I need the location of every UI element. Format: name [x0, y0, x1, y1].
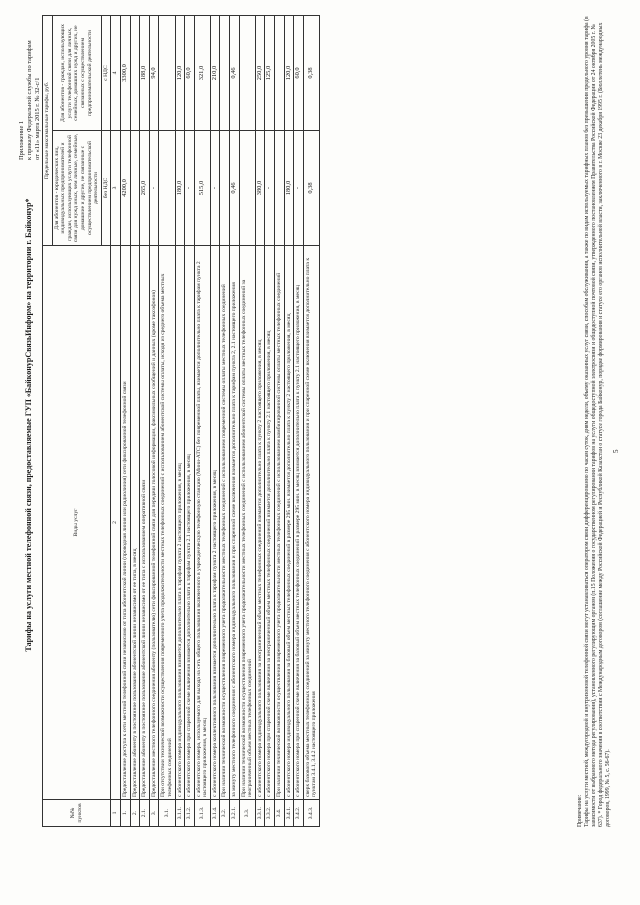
- row-service: При наличии технической возможности осуществления повременного учета продолжительности местных телефонных соединений с использованием абонентской системы оплаты местных телефонных соединений за неограниченный объем местных телефонных соединений: [239, 246, 255, 800]
- row-number: 3.1.1.: [175, 800, 185, 827]
- row-tariff-b: 188,0: [140, 16, 150, 131]
- notes: [577, 15, 612, 827]
- tariff-table-body: [120, 16, 319, 827]
- row-service: При отсутствии технической возможности осуществления повременного учета продолжительности местных телефонных соединений с использованием абонентской системы оплаты, исходя из среднего объема местных телефонных соединений: [159, 246, 175, 800]
- row-tariff-a: -: [294, 131, 304, 246]
- table-row: [284, 16, 294, 827]
- row-number: 2.1.: [140, 800, 150, 827]
- appendix-line-1: Приложение 1: [18, 120, 25, 160]
- row-tariff-b: [220, 16, 230, 131]
- row-tariff-b: 0,46: [230, 16, 240, 131]
- table-row: [294, 16, 304, 827]
- tariff-table: [42, 15, 320, 827]
- row-service: Предоставление доступа к сети местной телефонной связи независимо от типа абонентской линии (проводная линия или радиолиния) сети фиксированной телефонной связи: [120, 246, 130, 800]
- row-service: с абонентского номера при спаренной схеме включения за базовый объем местных телефонных соединений в размере 295 мин. в месяц взимается дополнительно плата к пункту 2.1 настоящего приложения, в месяц: [294, 246, 304, 800]
- row-service: с абонентского номера индивидуального пользования за неограниченный объем местных телефонных соединений взимается дополнительно плата к пункту 2 настоящего приложения, в месяц: [255, 246, 265, 800]
- row-tariff-b: 120,0: [284, 16, 294, 131]
- head-idx-2: 2: [111, 246, 121, 800]
- row-service: Предоставление абоненту в постоянное пользование абонентской линии независимо от ее типа с использованием оперативной связи: [140, 246, 150, 800]
- table-row: [230, 16, 240, 827]
- row-service: с абонентского номера, используемого для выхода на сеть общего пользования включенного в учрежденческую телефонную станцию (Мини-АТС) без повременной платы, взимается дополнительно плата к тарифам пункта 2 настоящего приложения, в месяц: [194, 246, 210, 800]
- row-tariff-a: 515,0: [194, 131, 210, 246]
- row-tariff-b: 94,0: [149, 16, 159, 131]
- row-tariff-a: [159, 131, 175, 246]
- row-number: 3.3.1.: [255, 800, 265, 827]
- row-number: 3.3.: [239, 800, 255, 827]
- row-tariff-b: 60,0: [294, 16, 304, 131]
- row-service: с абонентского номера индивидуального пользования взимается дополнительно плата к тарифам пункта 2 настоящего приложения, в месяц: [175, 246, 185, 800]
- row-tariff-b: 210,0: [210, 16, 220, 131]
- row-tariff-a: -: [185, 131, 195, 246]
- row-service: сверх базового объема местных телефонных соединений за минуту местного телефонного соединения с абонентского номера индивидуального пользования и при спаренной схеме включения взимается дополнительно плата к пунктам 3.4.1, 3.4.2 настоящего приложения: [303, 246, 319, 800]
- row-tariff-a: 0,46: [230, 131, 240, 246]
- row-service: Предоставление местного телефонного соединения абоненту (пользователю) сети фиксированной телефонной связи для передачи голосовой информации, факсимильных сообщений и данных (кроме таксофонов): [149, 246, 159, 800]
- row-tariff-a: 180,0: [175, 131, 185, 246]
- page-number: 5: [612, 449, 620, 453]
- table-row: [185, 16, 195, 827]
- row-tariff-b: 321,0: [194, 16, 210, 131]
- row-tariff-a: 0,38: [303, 131, 319, 246]
- row-number: 3.1.3.: [194, 800, 210, 827]
- table-row: [159, 16, 175, 827]
- row-service: с абонентского номера индивидуального пользования за базовый объем местных телефонных соединений в размере 295 мин. взимается дополнительно плата к пункту 2 настоящего приложения, в месяц: [284, 246, 294, 800]
- head-col-b: Для абонентов - граждан, использующих услуги телефонной связи для личных, семейных, домашних нужд и других, не связанных с осуществлением предпринимательской деятельности: [52, 16, 101, 131]
- head-idx-4: 4: [111, 16, 121, 131]
- row-service: с абонентского номера при спаренной схеме включения взимается дополнительно плата к тарифам пункта 2.1 настоящего приложения, в месяц: [185, 246, 195, 800]
- appendix-line-2: к приказу Федеральной службы по тарифам: [26, 40, 33, 160]
- row-tariff-b: 250,0: [255, 16, 265, 131]
- row-number: 3.1.4.: [210, 800, 220, 827]
- appendix-line-3: от «11» марта 2015 г. № 32-с/1: [34, 77, 41, 160]
- head-idx-1: 1: [111, 800, 121, 827]
- document-title: Тарифы на услуги местной телефонной связи, предоставляемые ГУП «БайконурСвязьИнформ» на территории г. Байконур*: [24, 198, 33, 652]
- row-tariff-b: [159, 16, 175, 131]
- row-number: 3.1.: [159, 800, 175, 827]
- row-tariff-a: -: [210, 131, 220, 246]
- row-tariff-a: [220, 131, 230, 246]
- row-number: 3.: [149, 800, 159, 827]
- row-number: 3.4.1.: [284, 800, 294, 827]
- row-service: Предоставление абоненту в постоянное пользование абонентской линии независимо от ее типа, в месяц: [130, 246, 140, 800]
- head-tariff-group: Предельные максимальные тарифы, руб.: [43, 16, 53, 246]
- row-tariff-a: 4200,0: [120, 131, 130, 246]
- table-row: [149, 16, 159, 827]
- row-service: с абонентского номера коллективного пользования взимается дополнительно плата к тарифам пункта 2 настоящего приложения, в месяц: [210, 246, 220, 800]
- row-number: 1.: [120, 800, 130, 827]
- row-tariff-b: 120,0: [175, 16, 185, 131]
- row-tariff-b: 0,38: [303, 16, 319, 131]
- head-idx-3: 3: [111, 131, 121, 246]
- row-tariff-b: [275, 16, 285, 131]
- table-row: [303, 16, 319, 827]
- row-number: 3.4.3.: [303, 800, 319, 827]
- row-tariff-b: [239, 16, 255, 131]
- table-row: [255, 16, 265, 827]
- table-row: [194, 16, 210, 827]
- row-tariff-b: 3300,0: [120, 16, 130, 131]
- notes-text: Тарифы на услуги местной, междугородной и внутризоновой телефонной связи могут устанавливаться оператором связи дифференцированно по часам суток, дням недели, объему оказанных услуг связи, способам обслуживания, а также по видам используемых тарифных планов без превышения предельного уровня тарифа (в зависимости от выбранного метода регулирования), установленного регулирующим органом (п.15 Положения о государственном регулировании тарифов на услуги общедоступной электросвязи и общедоступной почтовой связи, утвержденного постановлением Правительства Российской Федерации от 24 октября 2005 г. № 637). * Город федерального значения в соответствии с Международным договором (соглашение между Российской Федерацией и Республикой Казахстан о статусе города Байконур, порядке формирования и статусе его органов исполнительной власти, заключенного в г. Москве 23 декабря 1995 г. (Бюллетень международных договоров, 1999, № 5, с. 56-67).: [584, 16, 611, 827]
- row-number: 3.1.2.: [185, 800, 195, 827]
- table-row: [130, 16, 140, 827]
- table-row: [265, 16, 275, 827]
- row-number: 3.3.2.: [265, 800, 275, 827]
- row-tariff-b: [130, 16, 140, 131]
- head-num: №№ пунктов: [43, 800, 111, 827]
- head-unit-a: без НДС: [101, 131, 111, 246]
- table-row: [210, 16, 220, 827]
- head-col-a: Для абонентов - юридических лиц, индивидуальных предпринимателей и граждан, использующих услуги телефонной связи для нужд иных, чем личные, семейные, домашние и другие, не связанные с осуществлением предпринимательской деятельности: [52, 131, 101, 246]
- row-tariff-a: 180,0: [284, 131, 294, 246]
- table-row: [175, 16, 185, 827]
- row-service: При наличии технической возможности осуществления повременного учета продолжительности местных телефонных соединений с использованием комбинированной системы оплаты местных телефонных соединений: [275, 246, 285, 800]
- row-tariff-a: -: [265, 131, 275, 246]
- row-tariff-a: [239, 131, 255, 246]
- row-tariff-b: 60,0: [185, 16, 195, 131]
- row-number: 3.2.: [220, 800, 230, 827]
- row-service: за минуту местного телефонного соединения с абонентского номера индивидуального пользования и при спаренной схеме включения взимается дополнительно плата к тарифам пункта 2, 2.1 настоящего приложения: [230, 246, 240, 800]
- notes-head: Примечание:: [577, 794, 583, 827]
- table-row: [120, 16, 130, 827]
- table-row: [275, 16, 285, 827]
- table-row: [220, 16, 230, 827]
- row-tariff-a: -: [149, 131, 159, 246]
- row-number: 2.: [130, 800, 140, 827]
- row-service: При наличии технической возможности осуществления повременного учета продолжительности местных телефонных соединений с использованием повременной системы оплаты местных телефонных соединений: [220, 246, 230, 800]
- row-tariff-a: [130, 131, 140, 246]
- table-row: [140, 16, 150, 827]
- row-number: 3.2.1.: [230, 800, 240, 827]
- row-tariff-b: 125,0: [265, 16, 275, 131]
- row-tariff-a: 380,0: [255, 131, 265, 246]
- row-service: с абонентского номера при спаренной схеме включения за неограниченный объем местных телефонных соединений взимается дополнительно плата к пункту 2.1 настоящего приложения, в месяц: [265, 246, 275, 800]
- row-number: 3.4.: [275, 800, 285, 827]
- head-service: Виды услуг: [43, 246, 111, 800]
- head-unit-b: с НДС: [101, 16, 111, 131]
- row-number: 3.4.2.: [294, 800, 304, 827]
- table-row: [239, 16, 255, 827]
- row-tariff-a: 265,0: [140, 131, 150, 246]
- row-tariff-a: [275, 131, 285, 246]
